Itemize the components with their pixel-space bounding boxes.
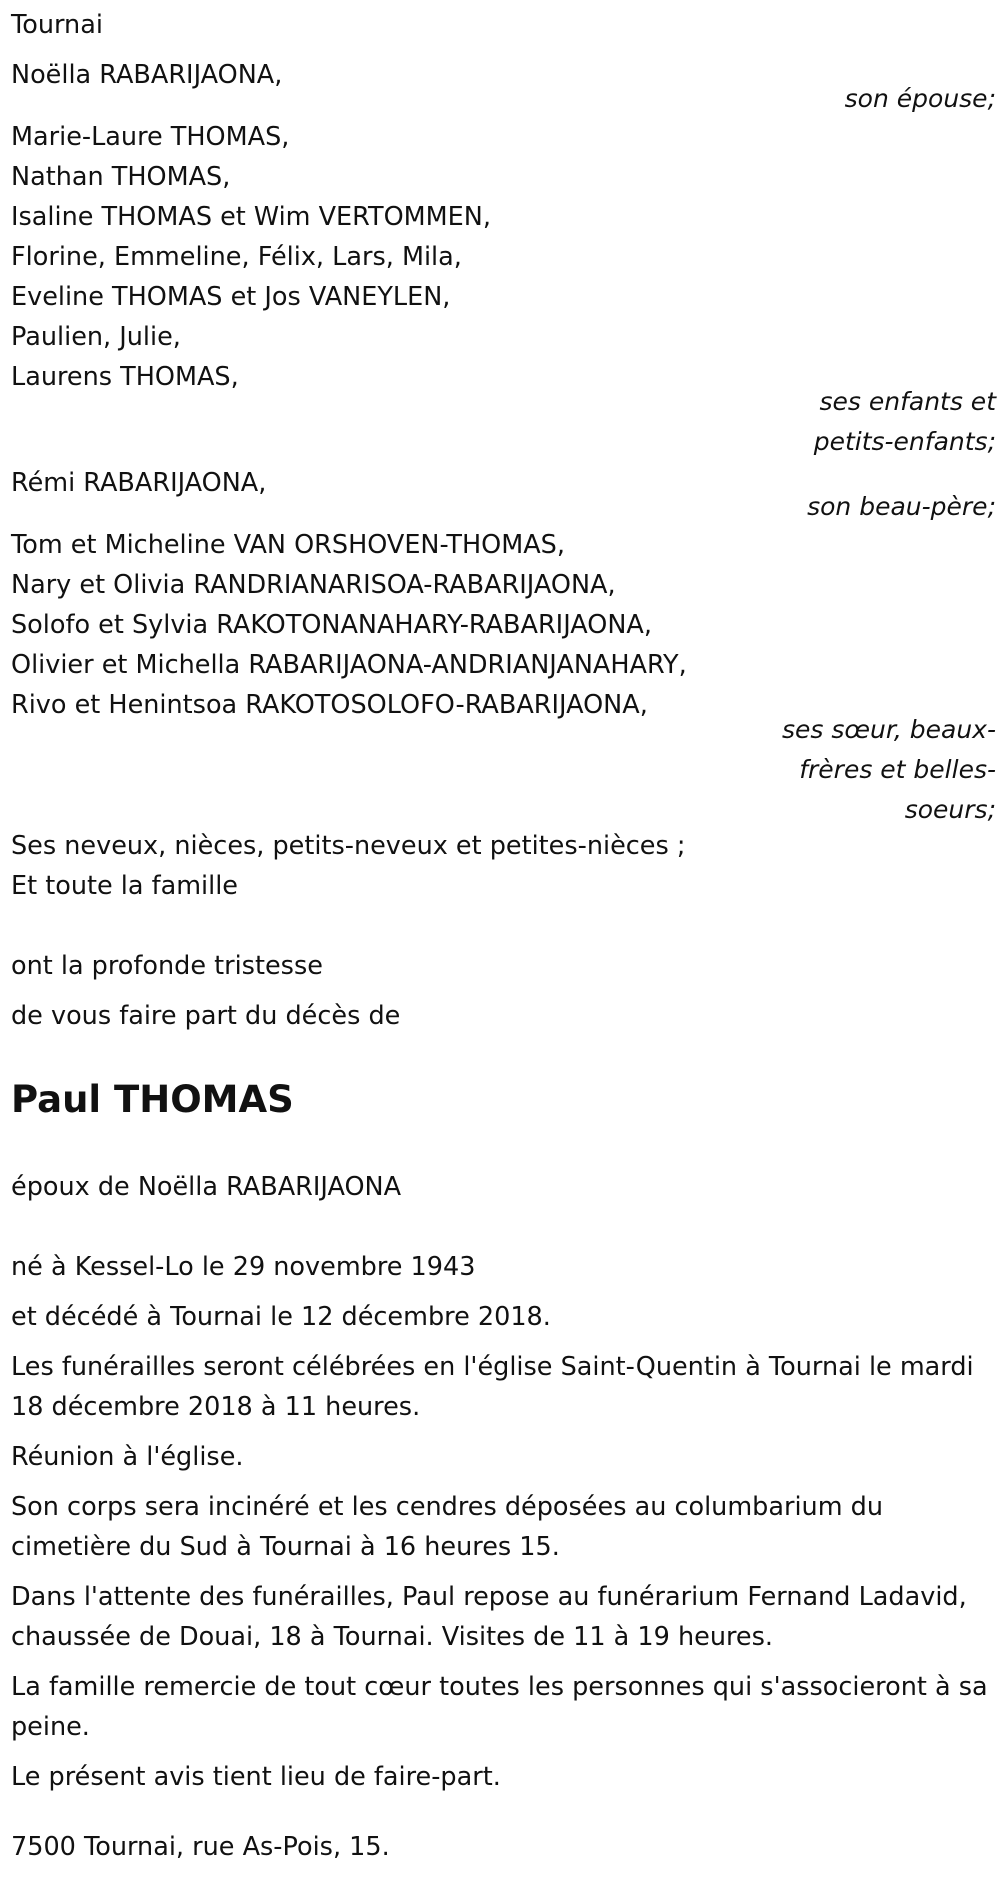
gathering-details: Réunion à l'église.: [11, 1442, 244, 1472]
father-in-law-name: Rémi RABARIJAONA,: [11, 468, 267, 498]
thanks-details: La famille remercie de tout cœur toutes les personnes qui s'associeront à sa peine.: [11, 1672, 988, 1742]
child-name: Isaline THOMAS et Wim VERTOMMEN,: [11, 202, 491, 232]
spouse-relation: son épouse;: [844, 84, 996, 113]
funerarium-details: Dans l'attente des funérailles, Paul repose au funérarium Fernand Ladavid, chaussée de Douai, 18 à Tournai. Visites de 11 à 19 heures.: [11, 1582, 967, 1652]
notice-statement: Le présent avis tient lieu de faire-part.: [11, 1762, 501, 1792]
announcement-line1: ont la profonde tristesse: [11, 951, 323, 981]
details-block: [11, 1347, 996, 1797]
spouse-name: Noëlla RABARIJAONA,: [11, 60, 283, 90]
sibling-name: Olivier et Michella RABARIJAONA-ANDRIANJANAHARY,: [11, 650, 687, 680]
child-name: Nathan THOMAS,: [11, 162, 231, 192]
location-heading: Tournai: [11, 10, 103, 40]
siblings-relation-line2: frères et belles-: [799, 755, 996, 784]
funeral-details: Les funérailles seront célébrées en l'église Saint-Quentin à Tournai le mardi 18 décembre 2018 à 11 heures.: [11, 1352, 974, 1422]
child-name: Laurens THOMAS,: [11, 362, 239, 392]
children-relation-line1: ses enfants et: [819, 387, 996, 416]
birth-line: né à Kessel-Lo le 29 novembre 1943: [11, 1252, 476, 1282]
death-line: et décédé à Tournai le 12 décembre 2018.: [11, 1302, 551, 1332]
child-name: Marie-Laure THOMAS,: [11, 122, 290, 152]
child-name: Florine, Emmeline, Félix, Lars, Mila,: [11, 242, 462, 272]
extended-family-line1: Ses neveux, nièces, petits-neveux et petites-nièces ;: [11, 831, 686, 861]
cremation-details: Son corps sera incinéré et les cendres déposées au columbarium du cimetière du Sud à Tournai à 16 heures 15.: [11, 1492, 884, 1562]
deceased-name: Paul THOMAS: [11, 1078, 294, 1121]
sibling-name: Solofo et Sylvia RAKOTONANAHARY-RABARIJAONA,: [11, 610, 652, 640]
extended-family-line2: Et toute la famille: [11, 871, 238, 901]
father-in-law-relation: son beau-père;: [807, 492, 996, 521]
siblings-relation-line1: ses sœur, beaux-: [781, 715, 996, 744]
sibling-name: Tom et Micheline VAN ORSHOVEN-THOMAS,: [11, 530, 565, 560]
sibling-name: Rivo et Henintsoa RAKOTOSOLOFO-RABARIJAONA,: [11, 690, 648, 720]
deceased-spouse-line: époux de Noëlla RABARIJAONA: [11, 1172, 402, 1202]
announcement-line2: de vous faire part du décès de: [11, 1001, 401, 1031]
child-name: Eveline THOMAS et Jos VANEYLEN,: [11, 282, 451, 312]
child-name: Paulien, Julie,: [11, 322, 181, 352]
siblings-relation-line3: soeurs;: [904, 795, 996, 824]
address-line: 7500 Tournai, rue As-Pois, 15.: [11, 1832, 390, 1862]
children-relation-line2: petits-enfants;: [813, 427, 996, 456]
sibling-name: Nary et Olivia RANDRIANARISOA-RABARIJAONA,: [11, 570, 616, 600]
